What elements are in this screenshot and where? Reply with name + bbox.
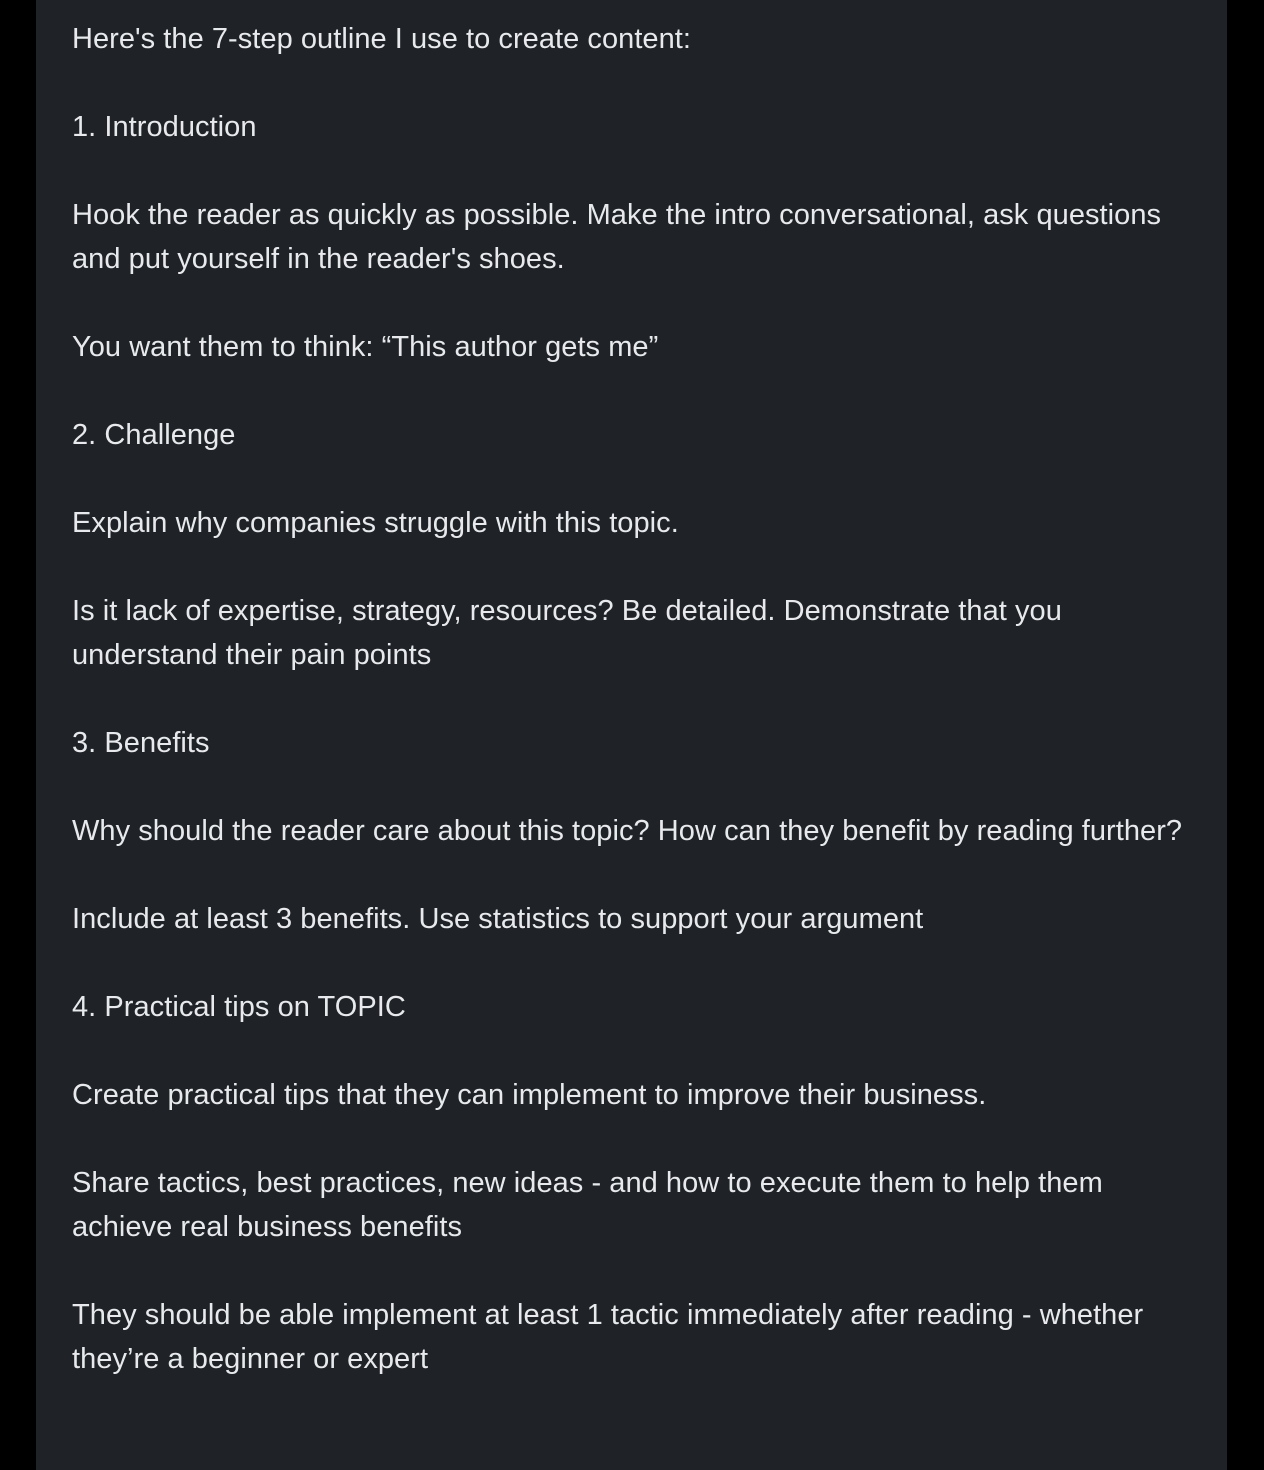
spacer xyxy=(72,149,1191,193)
spacer xyxy=(72,281,1191,325)
spacer xyxy=(72,545,1191,589)
section-heading-introduction: 1. Introduction xyxy=(72,111,257,143)
spacer xyxy=(72,1117,1191,1161)
section-paragraph: Is it lack of expertise, strategy, resources? Be detailed. Demonstrate that you understand their pain points xyxy=(72,595,1062,671)
intro-text: Here's the 7-step outline I use to create content: xyxy=(72,23,692,55)
spacer xyxy=(72,941,1191,985)
section-heading-practical-tips: 4. Practical tips on TOPIC xyxy=(72,991,406,1023)
spacer xyxy=(72,369,1191,413)
section-paragraph: Explain why companies struggle with this topic. xyxy=(72,507,679,539)
section-paragraph: You want them to think: “This author gets me” xyxy=(72,331,659,363)
section-paragraph: Hook the reader as quickly as possible. Make the intro conversational, ask questions and put yourself in the reader's shoes. xyxy=(72,199,1162,275)
section-paragraph: Share tactics, best practices, new ideas - and how to execute them to help them achieve real business benefits xyxy=(72,1167,1103,1243)
section-paragraph: Include at least 3 benefits. Use statistics to support your argument xyxy=(72,903,924,935)
spacer xyxy=(72,1249,1191,1293)
spacer xyxy=(72,61,1191,105)
section-heading-benefits: 3. Benefits xyxy=(72,727,210,759)
post-content-panel xyxy=(36,0,1227,1470)
spacer xyxy=(72,457,1191,501)
spacer xyxy=(72,677,1191,721)
section-paragraph: They should be able implement at least 1 tactic immediately after reading - whether they’re a beginner or expert xyxy=(72,1299,1144,1375)
section-paragraph: Why should the reader care about this topic? How can they benefit by reading further? xyxy=(72,815,1183,847)
spacer xyxy=(72,1029,1191,1073)
section-paragraph: Create practical tips that they can implement to improve their business. xyxy=(72,1079,987,1111)
section-heading-challenge: 2. Challenge xyxy=(72,419,236,451)
spacer xyxy=(72,765,1191,809)
spacer xyxy=(72,853,1191,897)
